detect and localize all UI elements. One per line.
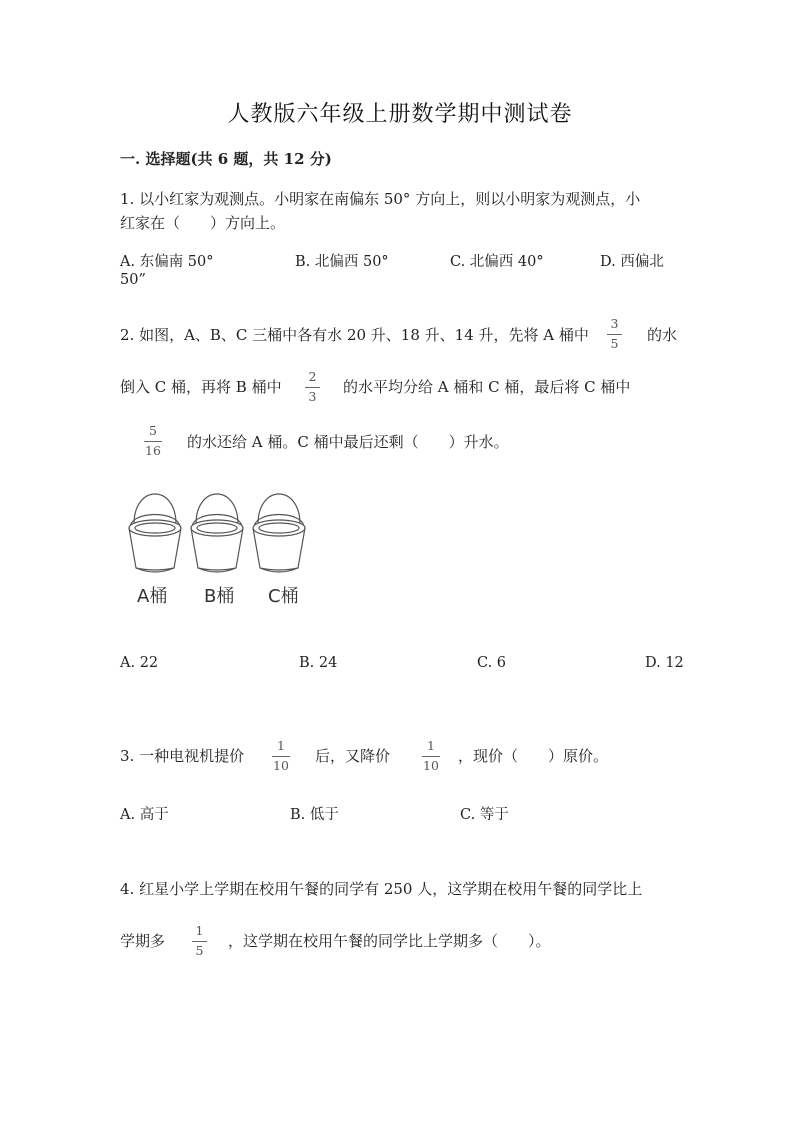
q3-text-middle: 后，又降价 (315, 747, 391, 765)
q1-option-b[interactable]: B. 北偏西 50° (295, 254, 389, 270)
fraction-numerator: 3 (610, 316, 619, 331)
bucket-a-icon (129, 494, 181, 572)
q2-line1-end: 的水 (647, 326, 678, 344)
fraction-bar (607, 334, 622, 335)
q3-fraction-1 (272, 740, 290, 772)
q1-line1: 1. 以小红家为观测点。小明家在南偏东 50° 方向上，则以小明家为观测点，小 (120, 190, 641, 208)
q2-line2-start: 倒入 C 桶，再将 B 桶中 (120, 378, 282, 396)
fraction-numerator: 1 (277, 738, 285, 753)
q3-fraction-2 (422, 740, 440, 772)
fraction-bar (305, 387, 320, 388)
q3-option-b[interactable]: B. 低于 (290, 807, 339, 823)
fraction-bar (422, 756, 440, 757)
q3-text-end: ，现价（ ）原价。 (458, 747, 609, 765)
fraction-denominator: 10 (273, 757, 289, 773)
fraction-numerator: 2 (308, 369, 317, 384)
fraction-denominator: 16 (145, 442, 161, 458)
q2-line3: 的水还给 A 桶。C 桶中最后还剩（ ）升水。 (187, 433, 509, 451)
q3-option-c[interactable]: C. 等于 (460, 807, 509, 823)
q2-line2-end: 的水平均分给 A 桶和 C 桶，最后将 C 桶中 (343, 378, 631, 396)
fraction-denominator: 10 (423, 757, 439, 773)
fraction-denominator: 5 (610, 335, 619, 351)
bucket-c-icon (253, 494, 305, 572)
q2-fraction-2 (305, 371, 320, 403)
q4-line1: 4. 红星小学上学期在校用午餐的同学有 250 人，这学期在校用午餐的同学比上 (120, 880, 643, 898)
q2-option-a[interactable]: A. 22 (120, 655, 159, 671)
q1-option-d[interactable]: D. 西偏北 (600, 254, 664, 270)
fraction-numerator: 1 (195, 923, 204, 938)
q4-fraction-1 (192, 925, 207, 957)
q2-option-b[interactable]: B. 24 (299, 655, 338, 671)
q4-line2-end: ，这学期在校用午餐的同学比上学期多（ ）。 (228, 932, 551, 950)
section-heading: 一. 选择题(共 6 题，共 12 分) (120, 150, 332, 168)
q4-line2-start: 学期多 (120, 932, 166, 950)
fraction-bar (144, 441, 162, 442)
q1-line2: 红家在（ ）方向上。 (120, 214, 286, 232)
bucket-label-a: A桶 (137, 586, 168, 607)
bucket-label-b: B桶 (204, 586, 235, 607)
fraction-bar (192, 941, 207, 942)
page-title: 人教版六年级上册数学期中测试卷 (227, 102, 573, 127)
fraction-denominator: 3 (308, 388, 317, 404)
q2-fraction-3 (144, 425, 162, 457)
q1-option-d-continuation: 50” (120, 272, 146, 288)
q2-option-d[interactable]: D. 12 (645, 655, 684, 671)
q2-option-c[interactable]: C. 6 (477, 655, 507, 671)
bucket-label-c: C桶 (268, 586, 299, 607)
fraction-bar (272, 756, 290, 757)
q3-text-start: 3. 一种电视机提价 (120, 747, 245, 765)
fraction-numerator: 5 (149, 423, 157, 438)
q2-fraction-1 (607, 318, 622, 350)
q1-option-a[interactable]: A. 东偏南 50° (120, 254, 214, 270)
q2-line1: 2. 如图，A、B、C 三桶中各有水 20 升、18 升、14 升，先将 A 桶中 (120, 326, 589, 344)
fraction-denominator: 5 (195, 942, 204, 958)
bucket-b-icon (191, 494, 243, 572)
q3-option-a[interactable]: A. 高于 (120, 807, 169, 823)
q1-option-c[interactable]: C. 北偏西 40° (450, 254, 544, 270)
fraction-numerator: 1 (427, 738, 435, 753)
